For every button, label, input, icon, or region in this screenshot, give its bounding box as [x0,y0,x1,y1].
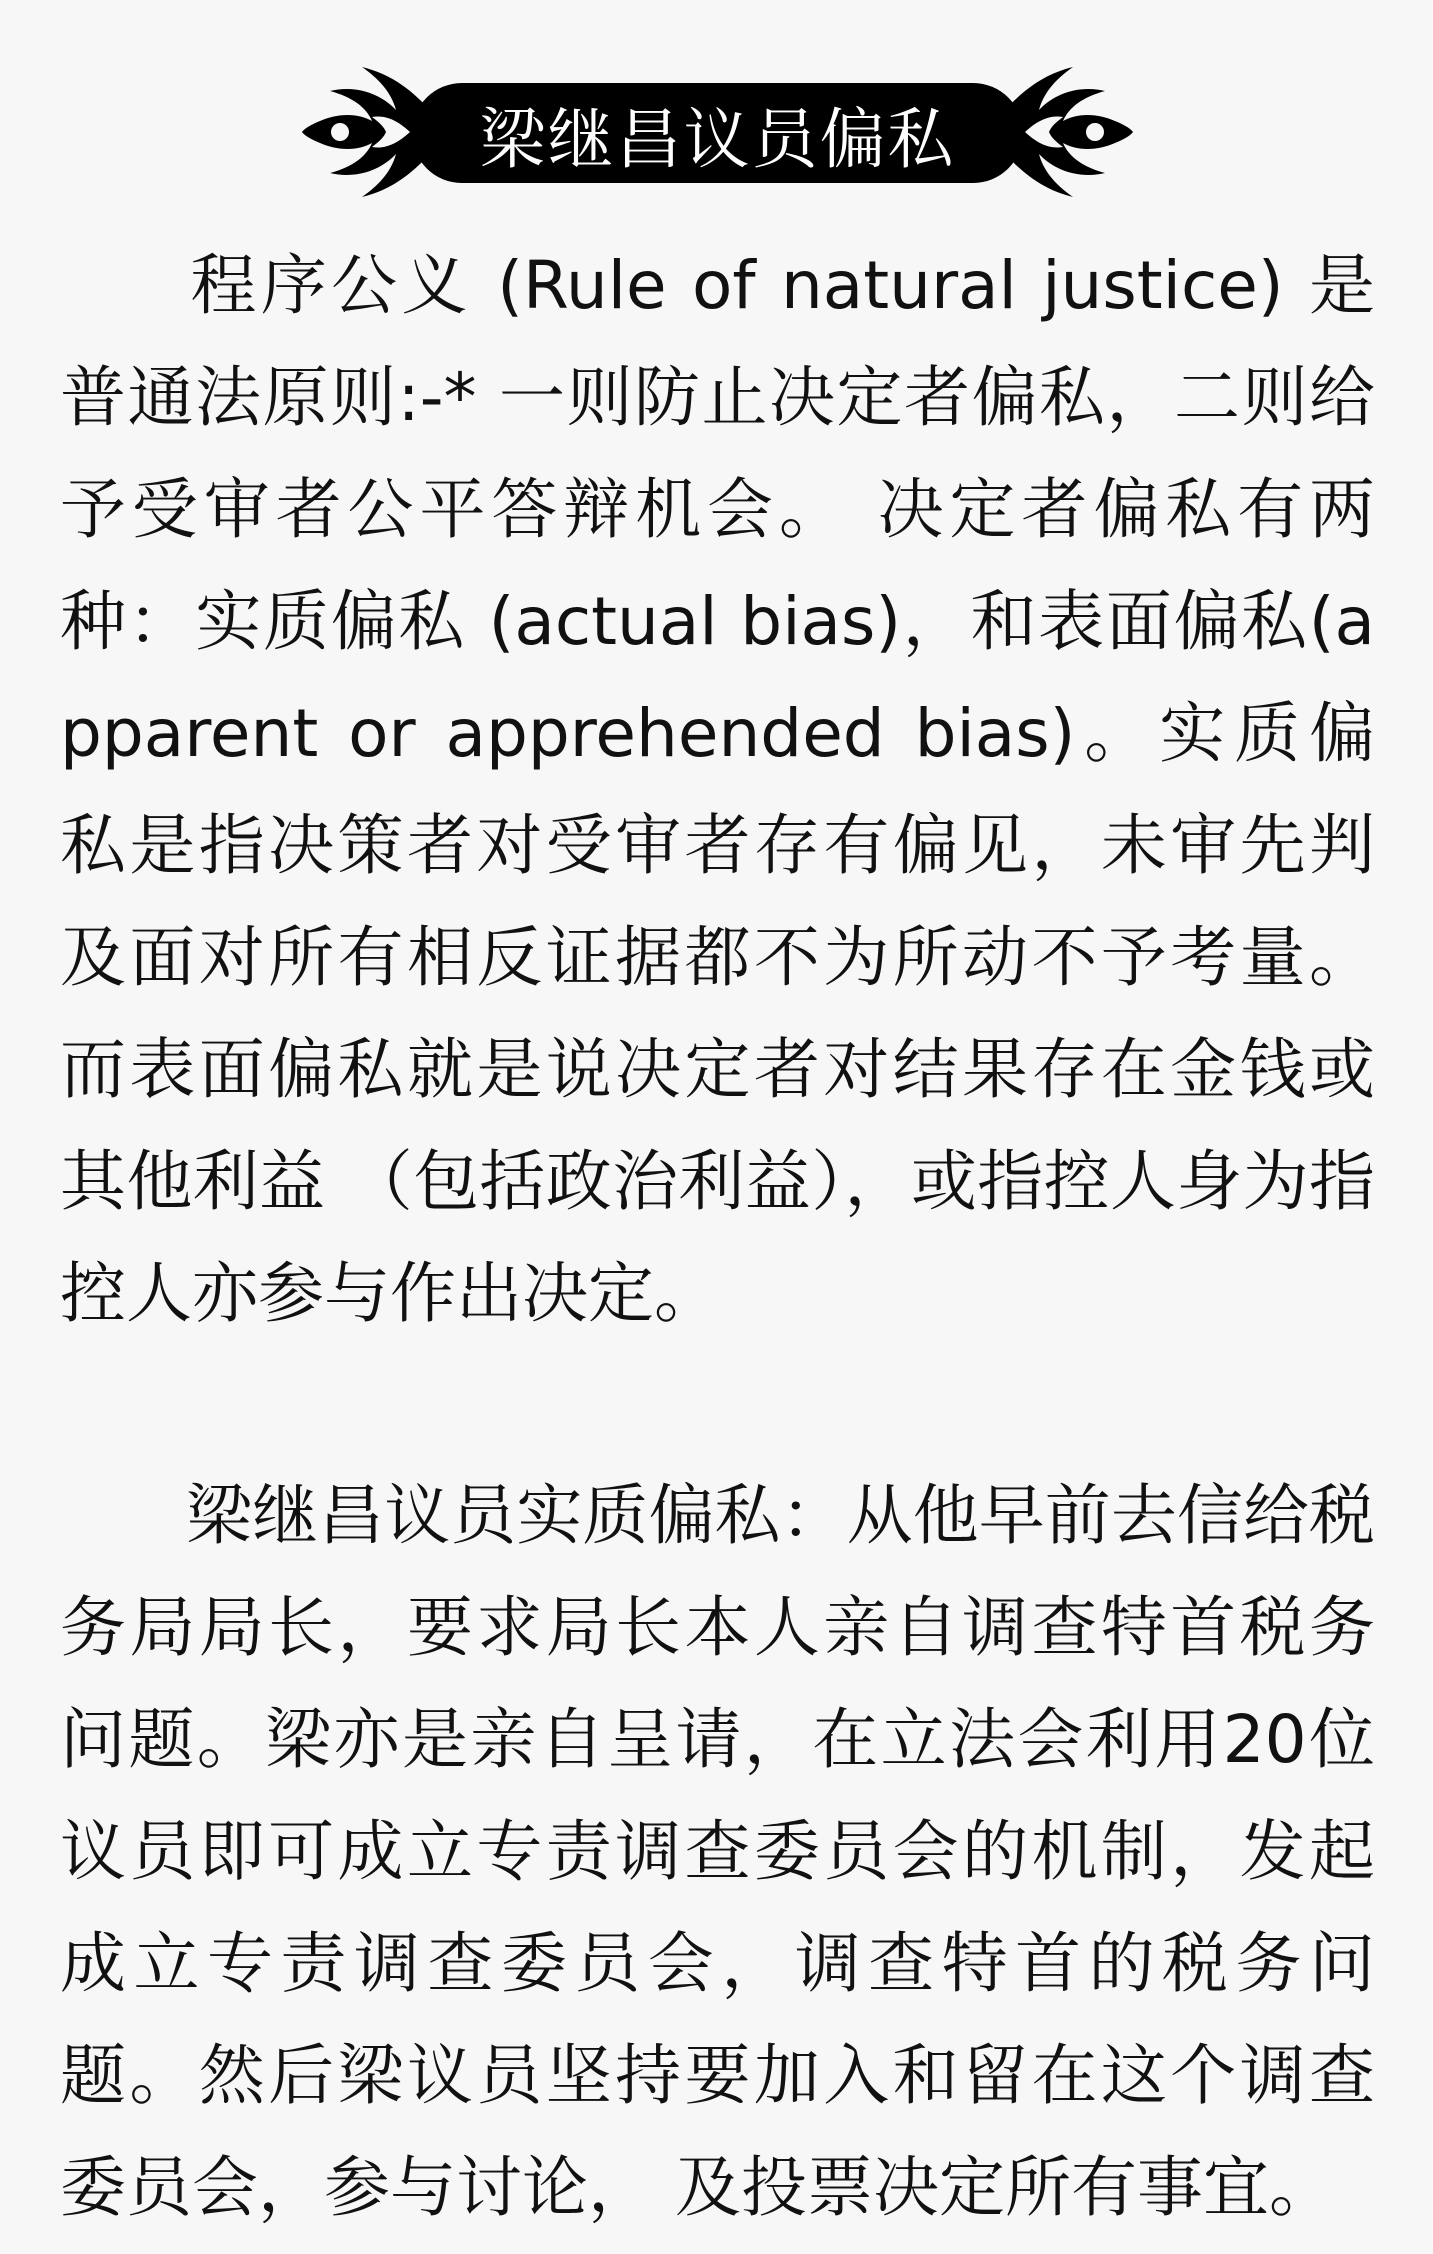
page-title: 梁继昌议员偏私 [412,83,1023,183]
paragraph-actual-bias [60,1460,1375,2244]
paragraph-text: 程序公义 (Rule of natural justice) 是普通法原则:-* 一则防止决定者偏私，二则给予受审者公平答辩机会。 决定者偏私有两种：实质偏私 (actual bias)，和表面偏私(apparent or apprehended bias)。实质偏私是指决策者对受审者存有偏见，未审先判及面对所有相反证据都不为所动不予考量。而表面偏私就是说决定者对结果存在金钱或其他利益 （包括政治利益），或指控人身为指控人亦参与作出决定。 [60,247,1375,1332]
paragraph-natural-justice [60,230,1375,1350]
title-banner [300,55,1135,210]
decorative-scroll-icon [985,55,1135,210]
paragraph-text: 梁继昌议员实质偏私：从他早前去信给税务局局长，要求局长本人亲自调查特首税务问题。梁亦是亲自呈请，在立法会利用20位议员即可成立专责调查委员会的机制，发起成立专责调查委员会，调查特首的税务问题。然后梁议员坚持要加入和留在这个调查委员会，参与讨论， 及投票决定所有事宜。 [60,1477,1375,2226]
